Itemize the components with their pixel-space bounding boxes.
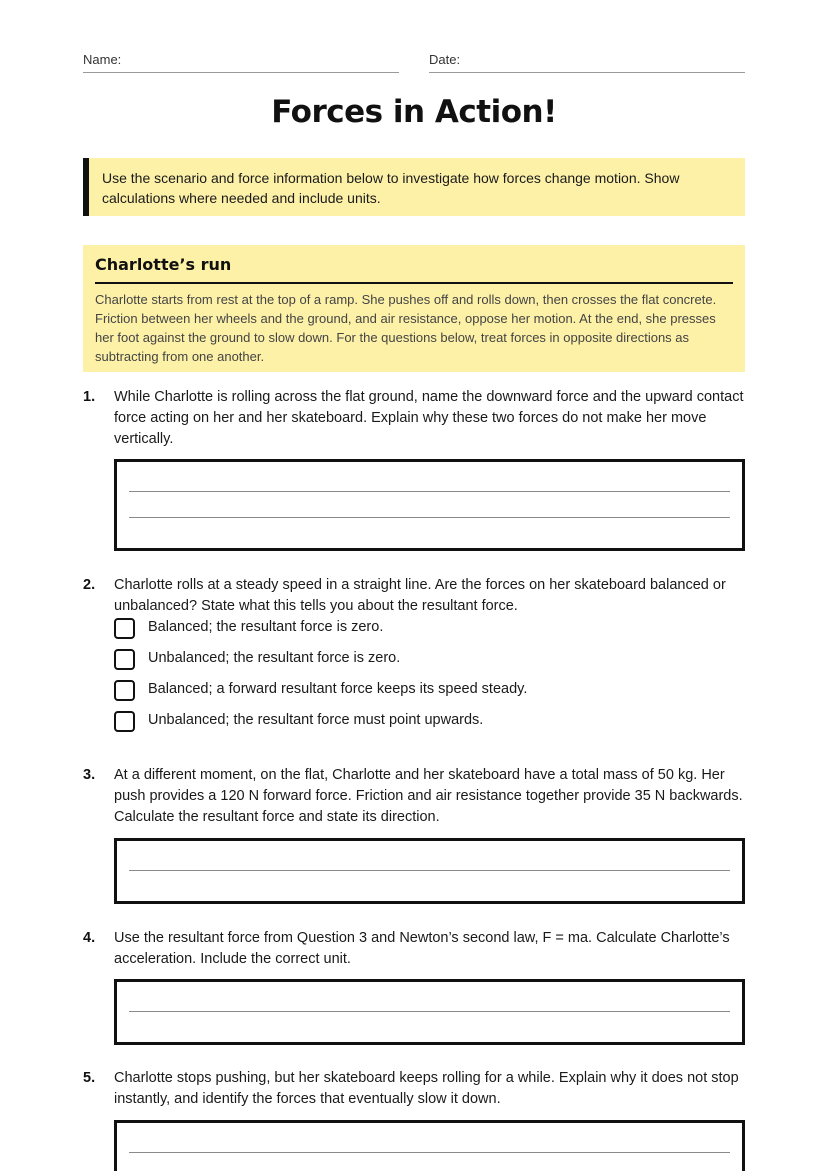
question-number: 4. [83, 930, 96, 946]
option-label: Unbalanced; the resultant force must point upwards. [148, 712, 484, 728]
question-number: 3. [83, 767, 96, 783]
answer-box[interactable] [114, 1120, 745, 1171]
checkbox[interactable] [114, 711, 135, 732]
question-number: 1. [83, 389, 96, 405]
question-1 [83, 387, 745, 450]
answer-line [129, 870, 730, 871]
question-number: 2. [83, 577, 96, 593]
option-item [114, 680, 734, 711]
question-text: While Charlotte is rolling across the flat ground, name the downward force and the upward contact force acting on her and her skateboard. Explain why these two forces do not make her move vertically. [114, 389, 744, 447]
answer-line [129, 1011, 730, 1012]
question-text: Charlotte stops pushing, but her skateboard keeps rolling for a while. Explain why it does not stop instantly, and identify the forces that eventually slow it down. [114, 1070, 739, 1107]
checkbox[interactable] [114, 680, 135, 701]
option-label: Unbalanced; the resultant force is zero. [148, 650, 401, 666]
option-item [114, 711, 734, 742]
options-list [114, 618, 734, 742]
answer-line [129, 1152, 730, 1153]
page-title: Forces in Action! [271, 94, 557, 130]
answer-line [129, 491, 730, 492]
option-label: Balanced; a forward resultant force keeps its speed steady. [148, 681, 528, 697]
scenario-text: Charlotte starts from rest at the top of a ramp. She pushes off and rolls down, then crosses the flat concrete. Friction between her wheels and the ground, and air resistance, oppose her motion. At the end, she presses her foot against the ground to slow down. For the questions below, treat forces in opposite directions as subtracting from one another. [95, 292, 717, 364]
question-2 [83, 575, 745, 728]
name-field[interactable] [83, 52, 399, 73]
answer-box[interactable] [114, 838, 745, 904]
question-5 [83, 1068, 745, 1110]
checkbox[interactable] [114, 649, 135, 670]
date-label: Date: [429, 52, 461, 67]
scenario-box [83, 245, 745, 372]
option-label: Balanced; the resultant force is zero. [148, 619, 384, 635]
question-text: At a different moment, on the flat, Charlotte and her skateboard have a total mass of 50 kg. Her push provides a 120 N forward force. Friction and air resistance together provide 35 N backwards. Calculate the resultant force and state its direction. [114, 767, 743, 825]
question-number: 5. [83, 1070, 96, 1086]
name-label: Name: [83, 52, 122, 67]
checkbox[interactable] [114, 618, 135, 639]
date-field[interactable] [429, 52, 745, 73]
question-3 [83, 765, 745, 828]
question-text: Charlotte rolls at a steady speed in a straight line. Are the forces on her skateboard balanced or unbalanced? State what this tells you about the resultant force. [114, 577, 726, 614]
scenario-title: Charlotte’s run [95, 255, 733, 284]
option-item [114, 618, 734, 649]
answer-line [129, 517, 730, 518]
answer-box[interactable] [114, 459, 745, 551]
answer-box[interactable] [114, 979, 745, 1045]
instructions-box: Use the scenario and force information below to investigate how forces change motion. Show calculations where needed and include units. [83, 158, 745, 216]
header-fields [83, 52, 745, 73]
question-4 [83, 928, 745, 970]
option-item [114, 649, 734, 680]
question-text: Use the resultant force from Question 3 and Newton’s second law, F = ma. Calculate Charlotte’s acceleration. Include the correct unit. [114, 930, 730, 967]
